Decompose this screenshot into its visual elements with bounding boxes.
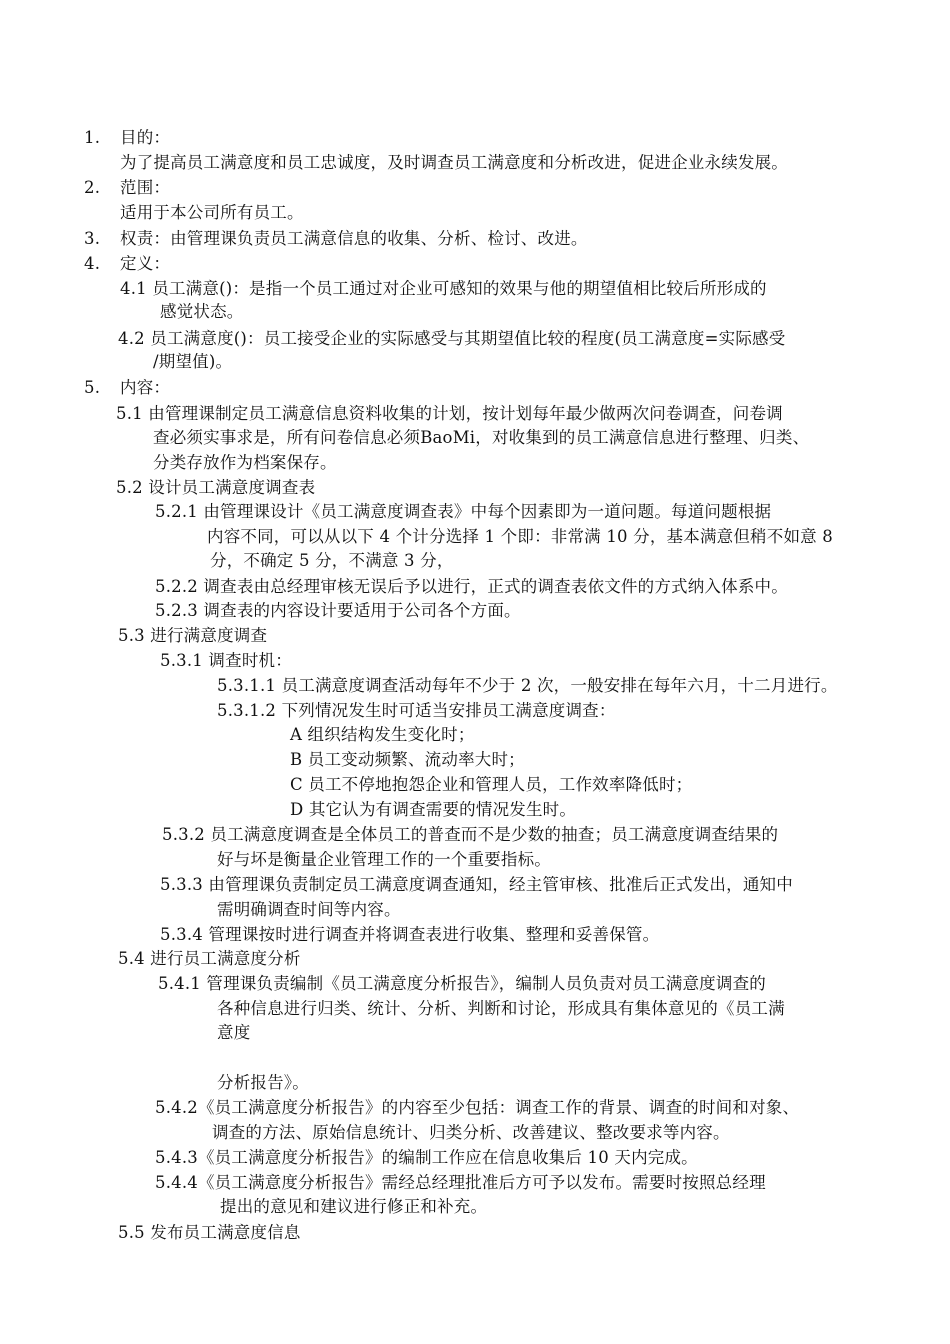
clause-5-2-1-line-2: 内容不同，可以从以下 4 个计分选择 1 个即：非常满 10 分，基本满意但稍不如意 8 [207,527,834,546]
clause-5-4-2-line-2: 调查的方法、原始信息统计、归类分析、改善建议、整改要求等内容。 [212,1123,730,1142]
clause-5-2-heading: 5.2 设计员工满意度调查表 [116,478,316,497]
clause-5-5-heading: 5.5 发布员工满意度信息 [118,1223,301,1242]
clause-5-4-3: 5.4.3《员工满意度分析报告》的编制工作应在信息收集后 10 天内完成。 [155,1148,698,1167]
clause-5-2-1-line-1: 5.2.1 由管理课设计《员工满意度调查表》中每个因素即为一道问题。每道问题根据 [155,502,772,521]
clause-5-4-1-line-2: 各种信息进行归类、统计、分析、判断和讨论，形成具有集体意见的《员工满 [217,999,785,1018]
clause-5-4-2-line-1: 5.4.2《员工满意度分析报告》的内容至少包括：调查工作的背景、调查的时间和对象、 [155,1098,800,1117]
list-item-b: B 员工变动频繁、流动率大时； [290,750,525,769]
clause-5-2-2: 5.2.2 调查表由总经理审核无误后予以进行，正式的调查表依文件的方式纳入体系中。 [155,577,788,596]
clause-5-4-heading: 5.4 进行员工满意度分析 [118,949,301,968]
clause-5-3-1-1: 5.3.1.1 员工满意度调查活动每年不少于 2 次，一般安排在每年六月，十二月进行。 [217,676,838,695]
clause-5-4-4-line-2: 提出的意见和建议进行修正和补充。 [220,1197,488,1216]
section-3-body: 权责：由管理课负责员工满意信息的收集、分析、检讨、改进。 [120,229,588,248]
clause-5-4-1-line-3: 意度 [217,1023,251,1042]
clause-5-3-3-line-1: 5.3.3 由管理课负责制定员工满意度调查通知，经主管审核、批准后正式发出，通知中 [160,875,793,894]
clause-4-2-line-2: /期望值)。 [153,352,233,371]
clause-5-1-line-1: 5.1 由管理课制定员工满意信息资料收集的计划，按计划每年最少做两次问卷调查，问卷调 [116,404,783,423]
clause-5-2-1-line-3: 分，不确定 5 分，不满意 3 分， [210,551,454,570]
clause-5-4-4-line-1: 5.4.4《员工满意度分析报告》需经总经理批准后方可予以发布。需要时按照总经理 [155,1173,766,1192]
clause-5-3-heading: 5.3 进行满意度调查 [118,626,268,645]
clause-5-1-line-3: 分类存放作为档案保存。 [153,453,337,472]
section-3-number: 3. [84,229,101,248]
list-item-a: A 组织结构发生变化时； [290,725,475,744]
section-4-number: 4. [84,254,101,273]
section-1-body: 为了提高员工满意度和员工忠诚度，及时调查员工满意度和分析改进，促进企业永续发展。 [120,153,788,172]
section-2-number: 2. [84,178,101,197]
clause-5-4-1-line-4: 分析报告》。 [217,1073,309,1092]
clause-4-1-line-2: 感觉状态。 [160,302,244,321]
section-2-body: 适用于本公司所有员工。 [120,203,304,222]
section-1-number: 1. [84,128,101,147]
clause-4-2-line-1: 4.2 员工满意度()：员工接受企业的实际感受与其期望值比较的程度(员工满意度=实际感受 [118,329,786,348]
section-5-heading: 内容： [120,378,171,397]
clause-5-1-line-2: 查必须实事求是，所有问卷信息必须BaoMi，对收集到的员工满意信息进行整理、归类、 [153,428,810,447]
clause-5-3-1-heading: 5.3.1 调查时机： [160,651,292,670]
list-item-d: D 其它认为有调查需要的情况发生时。 [290,800,577,819]
clause-5-3-4: 5.3.4 管理课按时进行调查并将调查表进行收集、整理和妥善保管。 [160,925,660,944]
clause-4-1-line-1: 4.1 员工满意()：是指一个员工通过对企业可感知的效果与他的期望值相比较后所形成的 [120,279,767,298]
section-4-heading: 定义： [120,254,171,273]
clause-5-3-2-line-2: 好与坏是衡量企业管理工作的一个重要指标。 [217,850,551,869]
section-5-number: 5. [84,378,101,397]
clause-5-3-1-2: 5.3.1.2 下列情况发生时可适当安排员工满意度调查： [217,701,616,720]
section-1-heading: 目的： [120,128,171,147]
clause-5-3-2-line-1: 5.3.2 员工满意度调查是全体员工的普查而不是少数的抽查；员工满意度调查结果的 [162,825,779,844]
clause-5-2-3: 5.2.3 调查表的内容设计要适用于公司各个方面。 [155,601,521,620]
clause-5-3-3-line-2: 需明确调查时间等内容。 [217,900,401,919]
clause-5-4-1-line-1: 5.4.1 管理课负责编制《员工满意度分析报告》，编制人员负责对员工满意度调查的 [158,974,766,993]
list-item-c: C 员工不停地抱怨企业和管理人员，工作效率降低时； [290,775,693,794]
section-2-heading: 范围： [120,178,171,197]
